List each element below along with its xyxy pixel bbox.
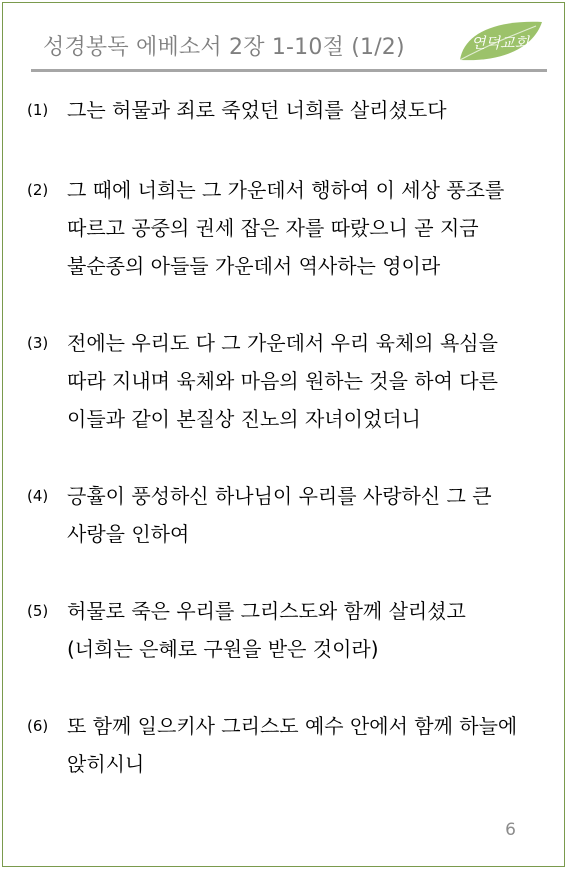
verse-item bbox=[27, 707, 552, 787]
header-divider bbox=[31, 69, 547, 72]
verse-number: (3) bbox=[27, 334, 49, 352]
verse-item bbox=[27, 171, 552, 324]
verse-text-line: 허물로 죽은 우리를 그리스도와 함께 살리셨고 bbox=[67, 599, 466, 623]
slide-title: 성경봉독 에베소서 2장 1-10절 (1/2) bbox=[43, 35, 405, 60]
verse-text-line: 사랑을 인하여 bbox=[67, 522, 190, 546]
logo-text: 연덕교회 bbox=[471, 34, 529, 52]
church-logo bbox=[456, 16, 546, 66]
verse-text-line: 따라 지내며 육체와 마음의 원하는 것을 하여 다른 bbox=[67, 369, 498, 393]
verse-text-line: 그 때에 너희는 그 가운데서 행하여 이 세상 풍조를 bbox=[67, 178, 505, 202]
verse-number: (2) bbox=[27, 181, 49, 199]
verse-item bbox=[27, 324, 552, 477]
verse-text-line: 또 함께 일으키사 그리스도 예수 안에서 함께 하늘에 bbox=[67, 714, 518, 738]
verse-item bbox=[27, 91, 552, 171]
verse-list bbox=[27, 91, 552, 787]
leaf-logo-icon bbox=[456, 16, 546, 66]
verse-item bbox=[27, 477, 552, 592]
slide-header bbox=[3, 3, 564, 73]
verse-text-line: 이들과 같이 본질상 진노의 자녀이었더니 bbox=[67, 407, 421, 431]
verse-text-line: 따르고 공중의 권세 잡은 자를 따랐으니 곧 지금 bbox=[67, 216, 479, 240]
verse-text-line: 불순종의 아들들 가운데서 역사하는 영이라 bbox=[67, 254, 441, 278]
verse-number: (5) bbox=[27, 602, 49, 620]
verse-text-line: 긍휼이 풍성하신 하나님이 우리를 사랑하신 그 큰 bbox=[67, 484, 492, 508]
verse-number: (6) bbox=[27, 717, 49, 735]
verse-item bbox=[27, 592, 552, 707]
verse-text-line: (너희는 은혜로 구원을 받은 것이라) bbox=[67, 637, 379, 661]
verse-text-line: 그는 허물과 죄로 죽었던 너희를 살리셨도다 bbox=[67, 98, 447, 122]
slide bbox=[2, 2, 565, 867]
page-number: 6 bbox=[505, 820, 516, 840]
verse-number: (4) bbox=[27, 487, 49, 505]
verse-number: (1) bbox=[27, 101, 49, 119]
verse-text-line: 앉히시니 bbox=[67, 752, 145, 776]
verse-text-line: 전에는 우리도 다 그 가운데서 우리 육체의 욕심을 bbox=[67, 331, 498, 355]
